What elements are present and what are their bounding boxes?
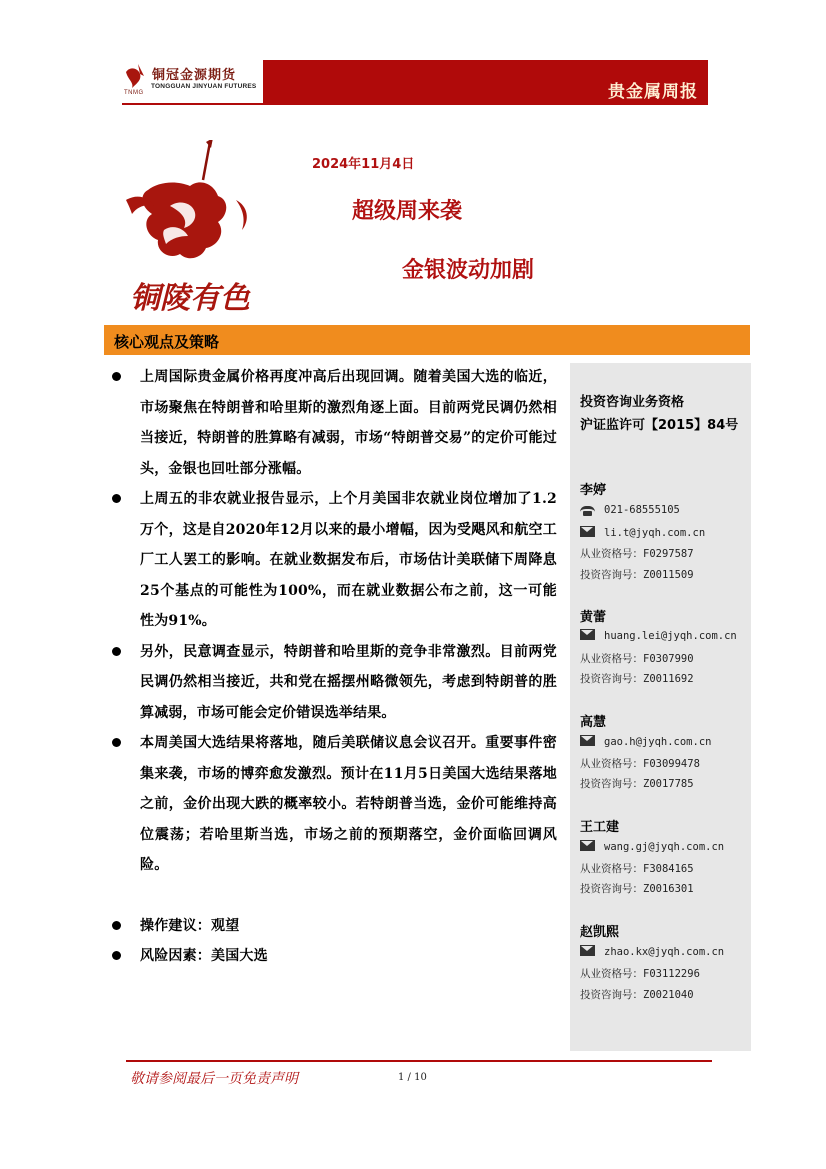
list-item [112, 484, 557, 637]
analyst-name: 李婷 [580, 483, 607, 498]
analyst-cert: 从业资格号：F0297587 [580, 548, 694, 560]
list-item [112, 911, 557, 942]
license-title: 投资咨询业务资格 [580, 395, 685, 410]
analyst-email[interactable]: li.t@jyqh.com.cn [580, 526, 705, 539]
analyst-cert: 从业资格号：F3084165 [580, 863, 694, 875]
mail-icon [580, 629, 595, 640]
slogan-text: 铜陵有色 [130, 281, 250, 316]
analyst-email[interactable]: wang.gj@jyqh.com.cn [580, 840, 724, 853]
mail-icon [580, 945, 595, 956]
logo-abbr: TNMG [124, 90, 144, 96]
mail-icon [580, 735, 595, 746]
footer-divider [126, 1060, 712, 1062]
analyst-cert: 从业资格号：F03112296 [580, 968, 700, 980]
bullet-text: 本周美国大选结果将落地，随后美联储议息会议召开。重要事件密集来袭，市场的博弈愈发激烈。预计在11月5日美国大选结果落地之前，金价出现大跌的概率较小。若特朗普当选，金价可能维持高位震荡；若哈里斯当选，市场之前的预期落空，金价面临回调风险。 [140, 735, 557, 873]
bullet-icon [112, 372, 121, 381]
analyst-advisory: 投资咨询号：Z0011509 [580, 569, 694, 581]
brand-emblem [118, 140, 263, 320]
bullet-text: 上周五的非农就业报告显示，上个月美国非农就业岗位增加了1.2万个，这是自2020年12月以来的最小增幅，因为受飓风和航空工厂工人罢工的影响。在就业数据发布后，市场估计美联储下周降息25个基点的可能性为100%，而在就业数据公布之前，这一可能性为91%。 [140, 491, 557, 629]
analyst-email[interactable]: gao.h@jyqh.com.cn [580, 735, 711, 748]
analyst-advisory: 投资咨询号：Z0021040 [580, 989, 694, 1001]
list-item [112, 728, 557, 881]
company-name-en: TONGGUAN JINYUAN FUTURES [151, 83, 257, 90]
analyst-cert: 从业资格号：F03099478 [580, 758, 700, 770]
list-item [112, 941, 557, 972]
company-mark-icon [122, 62, 148, 92]
list-item [112, 362, 557, 484]
analyst-phone: 021-68555105 [580, 504, 680, 516]
analyst-advisory: 投资咨询号：Z0017785 [580, 778, 694, 790]
report-title-line2: 金银波动加剧 [402, 258, 535, 283]
mail-icon [580, 526, 595, 537]
bullet-text: 上周国际贵金属价格再度冲高后出现回调。随着美国大选的临近，市场聚焦在特朗普和哈里斯的激烈角逐上面。目前两党民调仍然相当接近，特朗普的胜算略有减弱，市场“特朗普交易”的定价可能过头，金银也回吐部分涨幅。 [140, 369, 557, 477]
key-points-list [112, 362, 557, 972]
mail-icon [580, 840, 595, 851]
list-item [112, 637, 557, 729]
analyst-name: 王工建 [580, 820, 620, 835]
section-title: 核心观点及策略 [114, 333, 220, 351]
operation-advice: 操作建议：观望 [140, 917, 240, 934]
report-title-line1: 超级周来袭 [352, 199, 463, 224]
company-logo [122, 60, 262, 100]
analyst-name: 高慧 [580, 715, 607, 730]
analyst-name: 赵凯熙 [580, 925, 620, 940]
company-name-cn: 铜冠金源期货 [152, 68, 237, 83]
analyst-email[interactable]: huang.lei@jyqh.com.cn [580, 629, 737, 642]
disclaimer-note: 敬请参阅最后一页免责声明 [130, 1071, 298, 1087]
analyst-advisory: 投资咨询号：Z0016301 [580, 883, 694, 895]
analyst-email[interactable]: zhao.kx@jyqh.com.cn [580, 945, 724, 958]
bullet-icon [112, 647, 121, 656]
header-bar [263, 60, 708, 103]
analyst-cert: 从业资格号：F0307990 [580, 653, 694, 665]
report-date: 2024年11月4日 [312, 157, 415, 172]
report-type: 贵金属周报 [608, 82, 698, 102]
header-divider [122, 103, 708, 105]
license-number: 沪证监许可【2015】84号 [580, 418, 739, 433]
bullet-icon [112, 494, 121, 503]
analyst-advisory: 投资咨询号：Z0011692 [580, 673, 694, 685]
bullet-icon [112, 921, 121, 930]
bullet-icon [112, 951, 121, 960]
bullet-text: 另外，民意调查显示，特朗普和哈里斯的竞争非常激烈。目前两党民调仍然相当接近，共和党在摇摆州略微领先，考虑到特朗普的胜算减弱，市场可能会定价错误选举结果。 [140, 643, 557, 721]
analyst-name: 黄蕾 [580, 610, 607, 625]
page-number: 1 / 10 [398, 1072, 427, 1083]
phone-icon [580, 506, 595, 514]
analyst-sidebar [570, 363, 751, 1051]
bullet-icon [112, 738, 121, 747]
risk-factors: 风险因素：美国大选 [140, 948, 268, 964]
section-header [104, 325, 750, 355]
